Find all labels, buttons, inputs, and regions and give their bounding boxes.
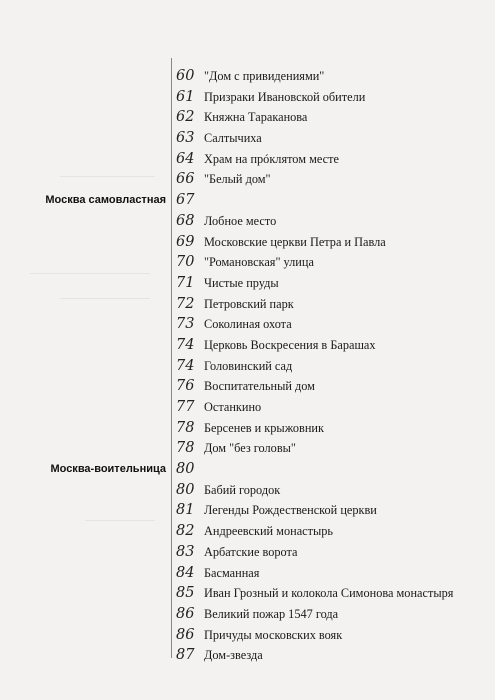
section-title: Москва-воительница <box>50 463 166 476</box>
toc-entry-row <box>0 480 495 501</box>
page-number: 61 <box>176 88 195 105</box>
toc-entry-row <box>0 563 495 584</box>
entry-title: Причуды московских вояк <box>204 627 343 642</box>
page-number: 68 <box>176 212 195 229</box>
toc-entry-row <box>0 356 495 377</box>
toc-entry-row <box>0 625 495 646</box>
toc-entry-row <box>0 583 495 604</box>
toc-entry-row <box>0 314 495 335</box>
toc-entry-row <box>0 149 495 170</box>
entry-title: "Белый дом" <box>204 172 271 187</box>
page-number: 74 <box>176 357 195 374</box>
toc-entry-row <box>0 418 495 439</box>
toc-entry-row <box>0 66 495 87</box>
page-number: 66 <box>176 171 195 188</box>
toc-entry-row <box>0 232 495 253</box>
page-number: 83 <box>176 543 195 560</box>
toc-entry-row <box>0 438 495 459</box>
page-number: 78 <box>176 440 195 457</box>
entry-title: Останкино <box>204 400 262 414</box>
page-number: 82 <box>176 523 195 540</box>
toc-entry-row <box>0 273 495 294</box>
entry-title: Княжна Тараканова <box>204 110 308 125</box>
page-number: 87 <box>176 647 195 664</box>
page-number: 72 <box>176 295 195 312</box>
entry-title: Храм на прóклятом месте <box>204 151 339 166</box>
page-number: 60 <box>176 68 195 84</box>
entry-title: Воспитательный дом <box>204 379 315 394</box>
toc-entry-row <box>0 521 495 542</box>
page-number: 73 <box>176 316 195 333</box>
entry-title: Берсенев и крыжовник <box>204 420 324 435</box>
page-number: 80 <box>176 461 195 478</box>
page-number: 62 <box>176 109 195 126</box>
entry-title: "Романовская" улица <box>204 255 314 270</box>
entry-title: Петровский парк <box>204 296 294 311</box>
entry-title: Соколиная охота <box>204 317 292 332</box>
page-number: 84 <box>176 564 195 581</box>
toc-entry-row <box>0 645 495 666</box>
toc-entry-row <box>0 87 495 108</box>
toc-section-row <box>0 459 495 480</box>
page-number: 76 <box>176 378 195 395</box>
toc-entry-row <box>0 252 495 273</box>
page-number: 69 <box>176 233 195 250</box>
page-number: 86 <box>176 605 195 622</box>
entry-title: Лобное место <box>204 213 277 228</box>
toc-entry-row <box>0 294 495 315</box>
page-number: 71 <box>176 274 195 291</box>
toc-entry-row <box>0 335 495 356</box>
page-number: 74 <box>176 336 195 353</box>
entry-title: Легенды Рождественской церкви <box>204 503 377 518</box>
toc-entry-row <box>0 500 495 521</box>
page-number: 78 <box>176 419 195 436</box>
page-number: 85 <box>176 585 195 602</box>
page-number: 77 <box>176 399 195 415</box>
table-of-contents <box>0 66 495 666</box>
toc-entry-row <box>0 542 495 563</box>
toc-entry-row <box>0 604 495 625</box>
page-number: 86 <box>176 626 195 643</box>
toc-section-row <box>0 190 495 211</box>
entry-title: Чистые пруды <box>204 275 279 290</box>
entry-title: Дом-звезда <box>204 648 263 663</box>
entry-title: Призраки Ивановской обители <box>204 89 366 104</box>
entry-title: Головинский сад <box>204 358 293 373</box>
page-number: 64 <box>176 150 195 167</box>
page-number: 81 <box>176 502 195 519</box>
section-title: Москва самовластная <box>45 194 166 207</box>
entry-title: Иван Грозный и колокола Симонова монастыря <box>204 586 454 601</box>
page-number: 63 <box>176 130 195 147</box>
page-number: 80 <box>176 481 195 498</box>
entry-title: Церковь Воскресения в Барашах <box>204 337 376 352</box>
entry-title: Бабий городок <box>204 482 281 497</box>
page-number: 67 <box>176 192 195 209</box>
entry-title: Дом "без головы" <box>204 441 296 456</box>
toc-entry-row <box>0 211 495 232</box>
toc-entry-row <box>0 107 495 128</box>
entry-title: Салтычиха <box>204 131 262 146</box>
page-number: 70 <box>176 254 195 271</box>
entry-title: "Дом с привидениями" <box>204 69 325 83</box>
toc-entry-row <box>0 397 495 418</box>
toc-entry-row <box>0 376 495 397</box>
entry-title: Басманная <box>204 565 260 580</box>
entry-title: Андреевский монастырь <box>204 524 334 539</box>
toc-entry-row <box>0 169 495 190</box>
toc-entry-row <box>0 128 495 149</box>
entry-title: Великий пожар 1547 года <box>204 606 339 621</box>
entry-title: Арбатские ворота <box>204 544 298 559</box>
entry-title: Московские церкви Петра и Павла <box>204 234 386 249</box>
